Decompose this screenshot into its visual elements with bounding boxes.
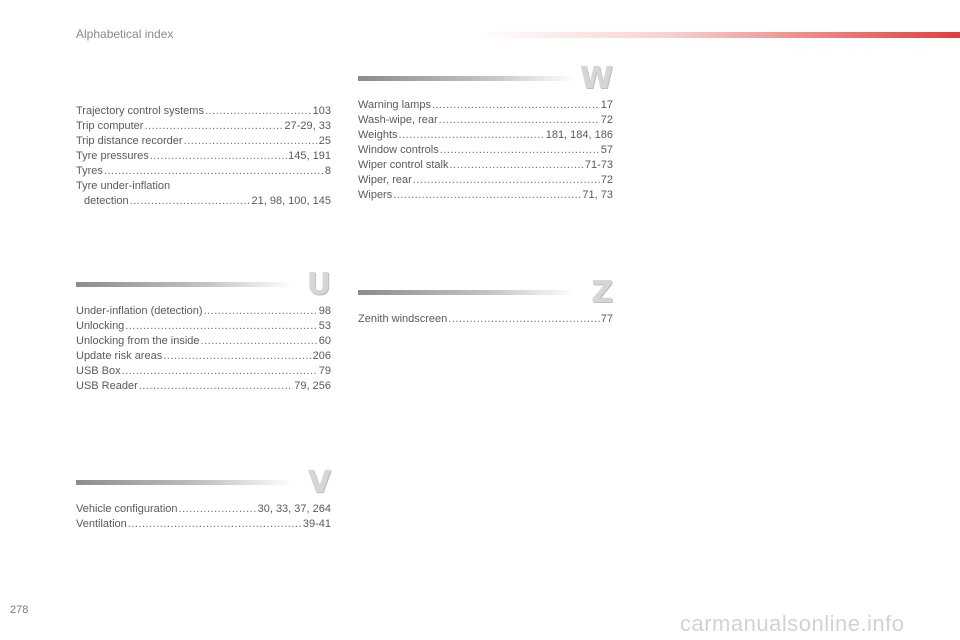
index-subentry[interactable] [76,194,331,209]
entry-label: Ventilation [76,518,127,530]
section-heading [358,61,613,96]
section-bar [76,480,294,485]
entry-pages: 72 [600,114,613,126]
section-letter: W [579,61,613,96]
index-entries-w [358,98,613,203]
entry-label: Tyre pressures [76,150,149,162]
leader-dots [128,517,302,532]
section-bar [76,282,294,287]
page-number: 278 [10,604,29,616]
entry-label: Trajectory control systems [76,105,204,117]
entry-label: Warning lamps [358,99,431,111]
index-section-v [76,465,331,532]
leader-dots [399,128,545,143]
index-entry[interactable] [76,319,331,334]
entry-label: Vehicle configuration [76,503,178,515]
entry-pages: 39-41 [302,518,331,530]
entry-pages: 8 [324,165,331,177]
index-entry[interactable] [76,164,331,179]
section-heading [76,267,331,302]
entry-pages: 57 [600,144,613,156]
leader-dots [179,502,257,517]
entry-pages: 27-29, 33 [284,120,331,132]
index-entry[interactable] [76,119,331,134]
leader-dots [204,304,318,319]
entry-pages: 17 [600,99,613,111]
entry-label: Tyre under-inflation [76,180,171,192]
index-entries-u [76,304,331,394]
index-section-z [358,275,613,327]
leader-dots [448,312,599,327]
entry-pages: 103 [312,105,331,117]
leader-dots [144,119,283,134]
entry-pages: 206 [312,350,331,362]
index-entry[interactable] [76,104,331,119]
index-entry[interactable] [358,143,613,158]
entry-label: Trip computer [76,120,144,132]
index-entry[interactable] [76,304,331,319]
index-entry[interactable] [76,517,331,532]
entry-pages: 53 [318,320,331,332]
leader-dots [150,149,287,164]
index-entry[interactable] [76,149,331,164]
index-entry[interactable] [76,379,331,394]
index-entry[interactable] [358,173,613,188]
index-section-t [76,100,331,209]
entry-pages: 79, 256 [294,380,331,392]
index-entry[interactable] [358,188,613,203]
entry-pages: 145, 191 [288,150,331,162]
index-entry[interactable] [358,128,613,143]
entry-pages: 72 [600,174,613,186]
leader-dots [125,319,317,334]
section-letter: U [306,267,331,302]
entry-label: detection [84,195,129,207]
entry-label: Wash-wipe, rear [358,114,438,126]
watermark: carmanualsonline.info [680,611,905,636]
entry-pages: 79 [318,365,331,377]
leader-dots [432,98,600,113]
entry-label: Unlocking from the inside [76,335,200,347]
entry-label: Weights [358,129,398,141]
entry-pages: 71-73 [584,159,613,171]
leader-dots [104,164,324,179]
entry-pages: 77 [600,313,613,325]
entry-label: Update risk areas [76,350,163,362]
header-title: Alphabetical index [76,27,174,41]
section-heading [76,465,331,500]
index-entry[interactable] [76,179,331,194]
index-entry[interactable] [76,502,331,517]
leader-dots [184,134,318,149]
entry-label: Window controls [358,144,439,156]
entry-label: Wipers [358,189,393,201]
leader-dots [122,364,318,379]
entry-label: Unlocking [76,320,125,332]
leader-dots [413,173,600,188]
index-entries-t [76,104,331,209]
index-entry[interactable] [358,312,613,327]
entry-label: Zenith windscreen [358,313,448,325]
section-heading [358,275,613,310]
index-entry[interactable] [358,158,613,173]
leader-dots [439,113,600,128]
section-bar [358,76,576,81]
entry-label: Tyres [76,165,103,177]
leader-dots [130,194,251,209]
leader-dots [449,158,583,173]
index-entry[interactable] [76,134,331,149]
index-entry[interactable] [76,349,331,364]
leader-dots [201,334,318,349]
index-entry[interactable] [358,98,613,113]
index-entries-z [358,312,613,327]
section-letter: V [307,465,331,500]
entry-label: USB Reader [76,380,138,392]
entry-pages: 25 [318,135,331,147]
entry-label: USB Box [76,365,121,377]
leader-dots [205,104,312,119]
entry-pages: 21, 98, 100, 145 [251,195,331,207]
section-letter: Z [591,275,613,310]
entry-pages: 30, 33, 37, 264 [257,503,331,515]
entry-label: Wiper, rear [358,174,412,186]
entry-label: Under-inflation (detection) [76,305,203,317]
index-section-u [76,267,331,394]
header-accent-bar [478,32,960,38]
entry-pages: 181, 184, 186 [545,129,613,141]
index-entry[interactable] [358,113,613,128]
index-entry[interactable] [76,364,331,379]
entry-pages: 60 [318,335,331,347]
leader-dots [139,379,294,394]
entry-pages: 71, 73 [582,189,613,201]
index-entries-v [76,502,331,532]
entry-label: Wiper control stalk [358,159,449,171]
leader-dots [163,349,311,364]
entry-pages: 98 [318,305,331,317]
index-entry[interactable] [76,334,331,349]
entry-label: Trip distance recorder [76,135,183,147]
section-bar [358,290,576,295]
leader-dots [393,188,581,203]
index-section-w [358,61,613,203]
leader-dots [440,143,600,158]
